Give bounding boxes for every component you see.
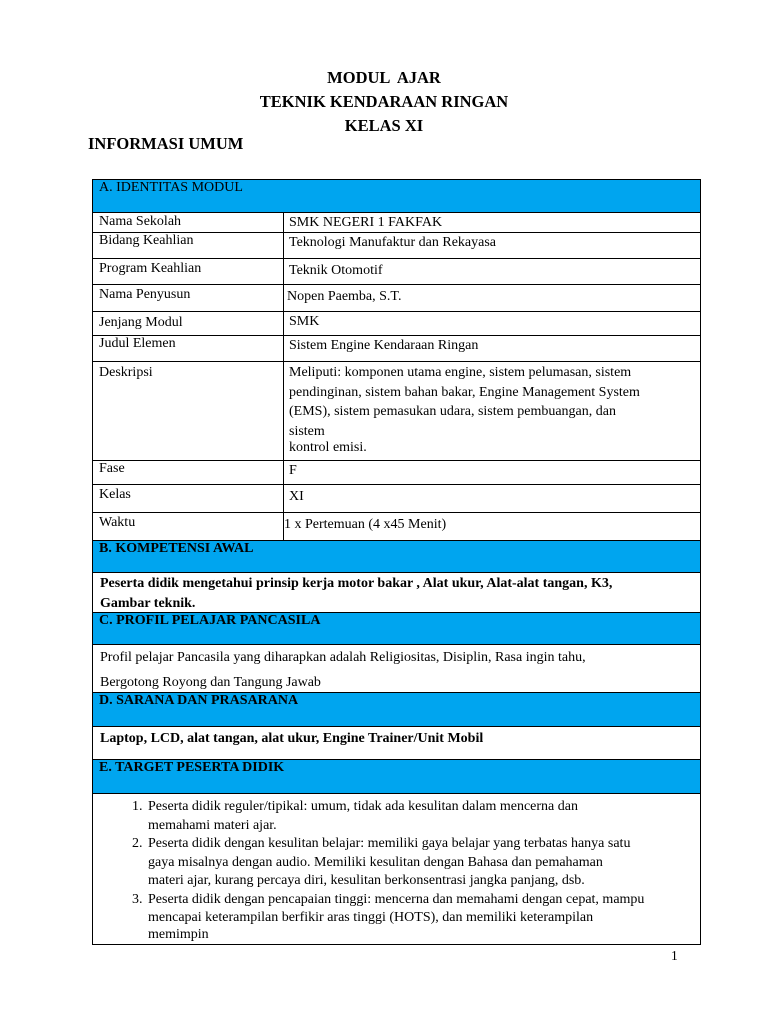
list-item-line: memimpin [148,926,209,942]
list-item-line: 2. Peserta didik dengan kesulitan belajar: memiliki gaya belajar yang terbatas hanya satu [148,836,631,851]
row-label: Kelas [93,485,284,512]
table-row [93,212,700,232]
table-row [93,460,700,484]
table-row [93,335,700,361]
profil-text [93,644,700,692]
identity-heading: A. IDENTITAS MODUL [93,180,700,212]
list-item-line: 1. Peserta didik reguler/tipikal: umum, tidak ada kesulitan dalam mencerna dan [148,799,578,814]
target-list [93,793,700,944]
kompetensi-heading: B. KOMPETENSI AWAL [93,540,700,572]
kompetensi-text [93,572,700,612]
table-row [93,484,700,512]
list-item-line: mencapai keterampilan berfikir aras tinggi (HOTS), dan memiliki keterampilan [148,910,594,925]
target-heading: E. TARGET PESERTA DIDIK [93,759,700,793]
sarana-text: Laptop, LCD, alat tangan, alat ukur, Engine Trainer/Unit Mobil [93,726,700,759]
page-number: 1 [671,948,678,963]
description-line: Meliputi: komponen utama engine, sistem pelumasan, sistem [289,365,632,380]
row-value: SMK NEGERI 1 FAKFAK [289,215,443,230]
title-line-3: KELAS XI [344,116,424,135]
list-item-line: gaya misalnya dengan audio. Memiliki kesulitan dengan Bahasa dan pemahaman [148,854,603,870]
info-table [92,179,701,945]
list-item [146,891,694,942]
row-label: Deskripsi [93,362,284,460]
row-value: Sistem Engine Kendaraan Ringan [289,338,479,353]
row-value: F [289,463,297,478]
document-title [0,66,768,138]
row-label: Judul Elemen [93,336,284,361]
list-item-line: materi ajar, kurang percaya diri, kesulitan berkonsentrasi jangka panjang, dsb. [148,873,585,888]
row-value: Teknik Otomotif [289,263,383,278]
profil-line: Profil pelajar Pancasila yang diharapkan adalah Religiositas, Disiplin, Rasa ingin tahu, [100,650,586,665]
description-line: (EMS), sistem pemasukan udara, sistem pembuangan, dan [289,404,616,419]
profil-heading: C. PROFIL PELAJAR PANCASILA [93,612,700,644]
section-title: INFORMASI UMUM [88,134,244,153]
list-item [146,798,694,835]
table-row [93,311,700,335]
row-value: SMK [289,314,320,329]
sarana-heading: D. SARANA DAN PRASARANA [93,692,700,726]
description-line: sistem [289,423,325,439]
row-label: Nama Penyusun [93,285,284,311]
kompetensi-line: Peserta didik mengetahui prinsip kerja motor bakar , Alat ukur, Alat-alat tangan, K3, [100,576,613,591]
title-line-2: TEKNIK KENDARAAN RINGAN [259,92,509,111]
table-row [93,258,700,284]
list-item-line: memahami materi ajar. [148,817,277,833]
title-line-1: MODUL AJAR [327,68,441,87]
list-item-line: 3. Peserta didik dengan pencapaian tinggi: mencerna dan memahami dengan cepat, mampu [148,891,645,907]
description-line: pendinginan, sistem bahan bakar, Engine Management System [289,384,640,400]
row-label: Bidang Keahlian [93,233,284,258]
row-label: Nama Sekolah [93,213,284,232]
table-row [93,361,700,460]
row-value: Teknologi Manufaktur dan Rekayasa [289,235,497,250]
row-label: Fase [93,461,284,484]
row-value: XI [289,489,304,504]
row-label: Program Keahlian [93,259,284,284]
row-label: Waktu [93,513,284,540]
description-line: kontrol emisi. [289,440,367,455]
row-label: Jenjang Modul [93,312,284,335]
list-item [146,835,694,891]
table-row [93,232,700,258]
description-value [284,362,700,460]
row-value: 1 x Pertemuan (4 x45 Menit) [284,517,447,532]
row-value: Nopen Paemba, S.T. [287,289,402,304]
table-row [93,284,700,311]
table-row [93,512,700,540]
profil-line: Bergotong Royong dan Tangung Jawab [100,675,321,690]
kompetensi-line: Gambar teknik. [100,596,196,611]
